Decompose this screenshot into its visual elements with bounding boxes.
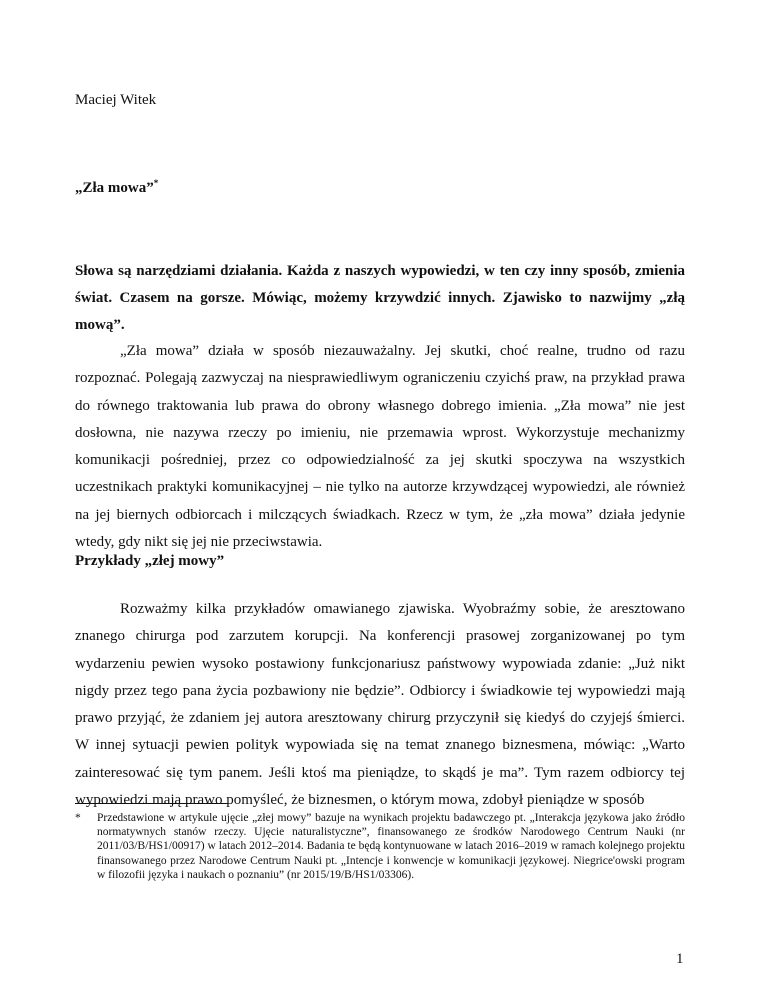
article-title (75, 178, 158, 197)
page-number: 1 (676, 951, 684, 967)
footnote-text: Przedstawione w artykule ujęcie „złej mowy” bazuje na wynikach projektu badawczego pt. „Interakcja językowa jako źródło normatywnych stanów rzeczy. Ujęcie naturalistyczne”, finansowanego ze środków Narodowego Centrum Nauki (nr 2011/03/B/HS1/00917) w latach 2012–2014. Badania te będą kontynuowane w latach 2016–2019 w ramach kolejnego projektu finansowanego przez Narodowe Centrum Nauki pt. „Intencje i konwencje w komunikacji językowej. Niegrice'owski program w filozofii języka i naukach o poznaniu” (nr 2015/19/B/HS1/03306). (97, 812, 685, 881)
footnote-mark: * (75, 812, 81, 824)
lead-paragraph: Słowa są narzędziami działania. Każda z naszych wypowiedzi, w ten czy inny sposób, zmienia świat. Czasem na gorsze. Mówiąc, możemy krzywdzić innych. Zjawisko to nazwijmy „złą mową”. (75, 263, 685, 333)
footnote-divider (75, 803, 228, 804)
title-footnote-mark: * (153, 178, 159, 188)
body-paragraph-2: Rozważmy kilka przykładów omawianego zjawiska. Wyobraźmy sobie, że aresztowano znanego chirurga pod zarzutem korupcji. Na konferencji prasowej zorganizowanej po tym wydarzeniu pewien wysoko postawiony funkcjonariusz państwowy wypowiada zdanie: „Już nikt nigdy przez tego pana życia pozbawiony nie będzie”. Odbiorcy i świadkowie tej wypowiedzi mają prawo przyjąć, że zdaniem jej autora aresztowany chirurg przyczynił się kiedyś do czyjejś śmierci. W innej sytuacji pewien polityk wypowiada się na temat znanego biznesmena, mówiąc: „Warto zainteresować się tym panem. Jeśli ktoś ma pieniądze, to skądś je ma”. Tym razem odbiorcy tej wypowiedzi mają prawo pomyśleć, że biznesmen, o którym mowa, zdobył pieniądze w sposób (75, 601, 685, 809)
title-text: „Zła mowa” (75, 180, 154, 196)
body-paragraph-1: „Zła mowa” działa w sposób niezauważalny. Jej skutki, choć realne, trudno od razu rozpoznać. Polegają zazwyczaj na niesprawiedliwym ograniczeniu czyichś praw, na przykład prawa do równego traktowania lub prawa do obrony własnego dobrego imienia. „Zła mowa” nie jest dosłowna, nie nazywa rzeczy po imieniu, nie przemawia wprost. Wykorzystuje mechanizmy komunikacji pośredniej, przez co odpowiedzialność za jej skutki spoczywa na wszystkich uczestnikach praktyki komunikacyjnej – nie tylko na autorze krzywdzącej wypowiedzi, ale również na jej biernych odbiorcach i milczących świadkach. Rzecz w tym, że „zła mowa” działa jedynie wtedy, gdy nikt się jej nie przeciwstawia. (75, 343, 685, 551)
section-heading: Przykłady „złej mowy” (75, 553, 225, 569)
author-name: Maciej Witek (75, 92, 157, 108)
